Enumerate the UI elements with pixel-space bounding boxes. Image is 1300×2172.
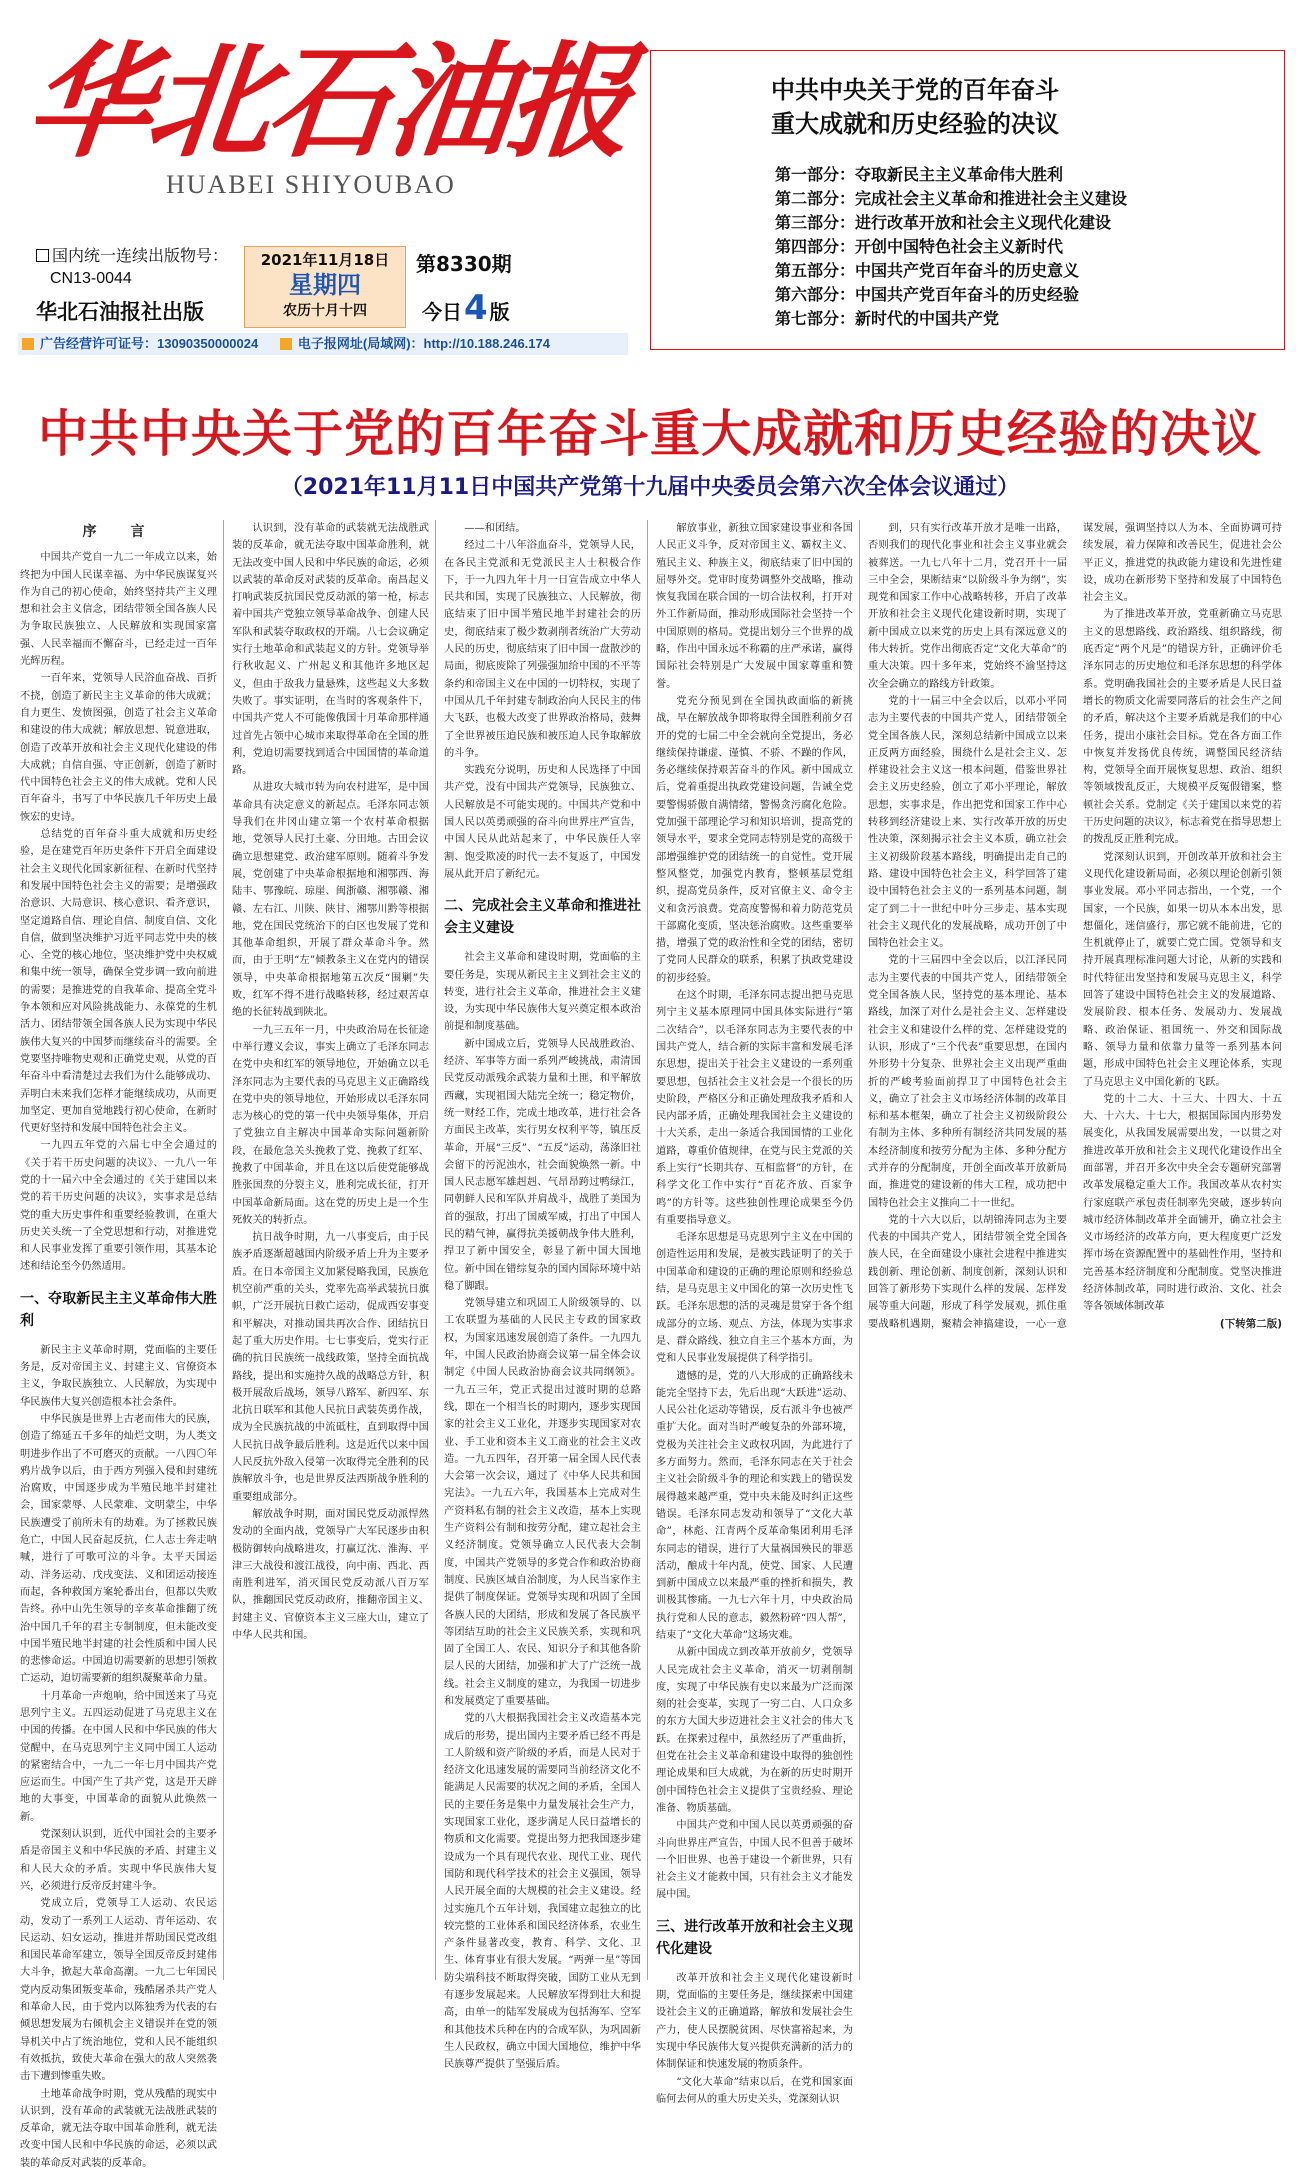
column-divider: [859, 520, 860, 1980]
paragraph: 党成立后，党领导工人运动、农民运动，发动了一系列工人运动、青年运动、农民运动、妇女运动，推进并帮助国民党改组和国民革命军建立，领导全国反帝反封建伟大斗争，掀起大革命高潮。一九二七年国民党内反动集团叛变革命，残酷屠杀共产党人和革命人民，由于党内以陈独秀为代表的右倾思想发展为右倾机会主义错误并在党的领导机关中占了统治地位，党和人民不能组织有效抵抗，致使大革命在强大的敌人突然袭击下遭到惨重失败。: [20, 1898, 217, 2083]
logo-chinese: 华北石油报: [20, 30, 636, 175]
pubno-label: 国内统一连续出版物号：: [52, 248, 229, 265]
pubno-value: CN13-0044: [50, 270, 132, 287]
contents-box: [650, 50, 1285, 350]
lunar-date: 农历十月十四: [283, 303, 367, 319]
preface-heading: 序 言: [82, 524, 155, 540]
contents-item[interactable]: 第四部分：开创中国特色社会主义新时代: [775, 237, 1064, 256]
epaper-url[interactable]: 电子报网址(局域网)：http://10.188.246.174: [297, 336, 550, 351]
column-3: [444, 520, 641, 2071]
contents-item[interactable]: 第五部分：中国共产党百年奋斗的历史意义: [775, 261, 1080, 280]
pages-prefix: 今日: [422, 300, 462, 324]
column-2: [232, 520, 429, 1980]
paragraph: 党深刻认识到，近代中国社会的主要矛盾是帝国主义和中华民族的矛盾、封建主义和人民大众的矛盾。实现中华民族伟大复兴，必须进行反帝反封建斗争。: [20, 1829, 217, 1892]
date-box: [244, 246, 406, 328]
contents-item[interactable]: 第六部分：中国共产党百年奋斗的历史经验: [775, 285, 1080, 304]
paragraph: 党的十二大、十三大、十四大、十五大、十六大、十七大，根据国际国内形势发展变化，从我国发展需要出发，一以贯之对推进改革开放和社会主义现代化建设作出全面部署，并召开多次中央全会专题研究部署改革发展稳定重大工作。我国改革从农村实行家庭联产承包责任制率先突破，逐步转向城市经济体制改革并全面铺开，确立社会主义市场经济的改革方向，更大程度更广泛发挥市场在资源配置中的基础性作用，坚持和完善基本经济制度和分配制度。党坚决推进经济体制改革，同时进行政治、文化、社会等各领域体制改革: [1083, 1093, 1282, 1313]
contents-title: [771, 73, 1059, 141]
paragraph: 遗憾的是，党的八大形成的正确路线未能完全坚持下去，先后出现“大跃进”运动、人民公社化运动等错误，反右派斗争也被严重扩大化。面对当时严峻复杂的外部环境，党极为关注社会主义政权巩固，为此进行了多方面努力。然而，毛泽东同志在关于社会主义社会阶级斗争的理论和实践上的错误发展得越来越严重，党中央未能及时纠正这些错误。毛泽东同志发动和领导了“文化大革命”，林彪、江青两个反革命集团利用毛泽东同志的错误，进行了大量祸国殃民的罪恶活动，酿成十年内乱，使党、国家、人民遭到新中国成立以来最严重的挫折和损失，教训极其惨痛。一九七六年十月，中央政治局执行党和人民的意志，毅然粉碎“四人帮”，结束了“文化大革命”这场灾难。: [656, 1370, 853, 1641]
weekday: 星期四: [289, 271, 361, 299]
paragraph: 党的十三届四中全会以后，以江泽民同志为主要代表的中国共产党人，团结带领全党全国各族人民，坚持党的基本理论、基本路线，加深了对什么是社会主义、怎样建设社会主义和建设什么样的党、怎样建设党的认识，形成了“三个代表”重要思想，在国内外形势十分复杂、世界社会主义出现严重曲折的严峻考验面前捍卫了中国特色社会主义，确立了社会主义市场经济体制的改革目标和基本框架，确立了社会主义初级阶段公有制为主体、多种所有制经济共同发展的基本经济制度和按劳分配为主体、多种分配方式并存的分配制度，开创全面改革开放新局面，推进党的建设新的伟大工程，成功把中国特色社会主义推向二十一世纪。: [868, 955, 1067, 1209]
column-4: [656, 520, 853, 2105]
newspaper-logo: [18, 28, 638, 198]
paragraph: 十月革命一声炮响，给中国送来了马克思列宁主义。五四运动促进了马克思主义在中国的传播。在中国人民和中华民族的伟大觉醒中，在马克思列宁主义同中国工人运动的紧密结合中，一九二一年七月中国共产党应运而生。中国产生了共产党，这是开天辟地的大事变，中国革命的面貌从此焕然一新。: [20, 1690, 217, 1823]
continued-note: (下转第二版): [1219, 1317, 1282, 1330]
issue-date: 2021年11月18日: [260, 251, 390, 269]
paragraph: 土地革命战争时期，党从残酷的现实中认识到，没有革命的武装就无法战胜武装的反革命，就无法夺取中国革命胜利，就无法改变中国人民和中华民族的命运，必须以武装的革命反对武装的反革命。: [20, 2088, 217, 2169]
paragraph: 实践充分说明，历史和人民选择了中国共产党，没有中国共产党领导，民族独立、人民解放是不可能实现的。中国共产党和中国人民以英勇顽强的奋斗向世界庄严宣告，中国人民从此站起来了，中华民族任人宰割、饱受欺凌的时代一去不复返了，中国发展从此开启了新纪元。: [444, 765, 641, 880]
paragraph: 党的十六大以后，以胡锦涛同志为主要代表的中国共产党人，团结带领全党全国各族人民，在全面建设小康社会进程中推进实践创新、理论创新、制度创新，深刻认识和回答了新形势下实现什么样的发展、怎样发展等重大问题，形成了科学发展观，抓住重要战略机遇期，聚精会神搞建设，一心一意谋发展，强调坚持以人为本、全面协调可持续发展，着力保障和改善民生，促进社会公平正义，推进党的执政能力建设和先进性建设，成功在新形势下坚持和发展了中国特色社会主义。: [868, 523, 1282, 1330]
paragraph: 总结党的百年奋斗重大成就和历史经验，是在建党百年历史条件下开启全面建设社会主义现代化国家新征程、在新时代坚持和发展中国特色社会主义的需要；是增强政治意识、大局意识、核心意识、看齐意识，坚定道路自信、理论自信、制度自信、文化自信，做到坚决维护习近平同志党中央的核心、全党的核心地位，坚决维护党中央权威和集中统一领导，确保全党步调一致向前进的需要；是推进党的自我革命、提高全党斗争本领和应对风险挑战能力、永葆党的生机活力、团结带领全国各族人民为实现中华民族伟大复兴的中国梦而继续奋斗的需要。全党要坚持唯物史观和正确党史观，从党的百年奋斗中看清楚过去我们为什么能够成功、弄明白未来我们怎样才能继续成功，从而更加坚定、更加自觉地践行初心使命，在新时代更好坚持和发展中国特色社会主义。: [20, 829, 217, 1135]
paragraph: 一九四五年党的六届七中全会通过的《关于若干历史问题的决议》、一九八一年党的十一届六中全会通过的《关于建国以来党的若干历史问题的决议》，实事求是总结党的重大历史事件和重要经验教训，在重大历史关头统一了全党思想和行动，对推进党和人民事业发挥了重要引领作用，其基本论述和结论至今仍然适用。: [20, 1140, 217, 1273]
contents-item[interactable]: 第一部分：夺取新民主主义革命伟大胜利: [775, 165, 1064, 184]
paragraph: 从新中国成立到改革开放前夕，党领导人民完成社会主义革命，消灭一切剥削制度，实现了中华民族有史以来最为广泛而深刻的社会变革，实现了一穷二白、人口众多的东方大国大步迈进社会主义社会的伟大飞跃。在探索过程中，虽然经历了严重曲折，但党在社会主义革命和建设中取得的独创性理论成果和巨大成就，为在新的历史时期开创中国特色社会主义提供了宝贵经验、理论准备、物质基础。: [656, 1647, 853, 1814]
section-heading-1: 一、夺取新民主主义革命伟大胜利: [20, 1290, 217, 1329]
issue-info: [22, 244, 642, 328]
contents-title-line1: 中共中央关于党的百年奋斗: [771, 76, 1059, 104]
paragraph: 改革开放和社会主义现代化建设新时期，党面临的主要任务是，继续探索中国建设社会主义的正确道路，解放和发展社会生产力，使人民摆脱贫困、尽快富裕起来，为实现中华民族伟大复兴提供充满新的活力的体制保证和快速发展的物质条件。: [656, 1972, 853, 2071]
article-body: [20, 520, 1282, 2169]
paragraph: 一百年来，党领导人民浴血奋战、百折不挠，创造了新民主主义革命的伟大成就；自力更生、发愤图强，创造了社会主义革命和建设的伟大成就；解放思想、锐意进取，创造了改革开放和社会主义现代化建设的伟大成就；自信自强、守正创新，创造了新时代中国特色社会主义的伟大成就。党和人民百年奋斗，书写了中华民族几千年历史上最恢宏的史诗。: [20, 673, 217, 823]
paragraph: 毛泽东思想是马克思列宁主义在中国的创造性运用和发展，是被实践证明了的关于中国革命和建设的正确的理论原则和经验总结，是马克思主义中国化的第一次历史性飞跃。毛泽东思想的活的灵魂是贯穿于各个组成部分的立场、观点、方法，体现为实事求是、群众路线、独立自主三个基本方面，为党和人民事业发展提供了科学指引。: [656, 1232, 853, 1365]
contents-title-line2: 重大成就和历史经验的决议: [771, 110, 1059, 138]
paragraph: 抗日战争时期，九一八事变后，由于民族矛盾逐渐超越国内阶级矛盾上升为主要矛盾。在日本帝国主义加紧侵略我国，民族危机空前严重的关头，党率先高举武装抗日旗帜，广泛开展抗日救亡运动，促成西安事变和平解决，对推动国共再次合作、团结抗日起了重大历史作用。七七事变后，党实行正确的抗日民族统一战线政策，坚持全面抗战路线，提出和实施持久战的战略总方针，积极开展敌后战场，领导八路军、新四军、东北抗日联军和其他人民抗日武装英勇作战，成为全民族抗战的中流砥柱，直到取得中国人民抗日战争最后胜利。这是近代以来中国人民反抗外敌入侵第一次取得完全胜利的民族解放斗争，也是世界反法西斯战争胜利的重要组成部分。: [232, 1232, 429, 1503]
logo-english: HUABEI SHIYOUBAO: [166, 170, 456, 199]
subheadline: （2021年11月11日中国共产党第十九届中央委员会第六次全体会议通过）: [280, 475, 1020, 500]
square-bullet-icon: [22, 338, 34, 350]
paragraph: 在这个时期，毛泽东同志提出把马克思列宁主义基本原理同中国具体实际进行“第二次结合”，以毛泽东同志为主要代表的中国共产党人，结合新的实际丰富和发展毛泽东思想，提出关于社会主义建设的一系列重要思想，包括社会主义社会是一个很长的历史阶段，严格区分和正确处理敌我矛盾和人民内部矛盾，正确处理我国社会主义建设的十大关系，走出一条适合我国国情的工业化道路，尊重价值规律，在党与民主党派的关系上实行“长期共存、互相监督”的方针，在科学文化工作中实行“百花齐放、百家争鸣”的方针等。这些独创性理论成果至今仍有重要指导意义。: [656, 990, 853, 1226]
contents-item[interactable]: 第七部分：新时代的中国共产党: [775, 309, 1000, 328]
column-divider: [435, 520, 436, 1980]
paragraph: 中国共产党和中国人民以英勇顽强的奋斗向世界庄严宣告，中国人民不但善于破坏一个旧世界、也善于建设一个新世界，只有社会主义才能救中国，只有社会主义才能发展中国。: [656, 1820, 853, 1901]
paragraph: 从进攻大城市转为向农村进军，是中国革命具有决定意义的新起点。毛泽东同志领导我们在井冈山建立第一个农村革命根据地，党领导人民打土豪、分田地。古田会议确立思想建党、政治建军原则。随着斗争发展，党创建了中央革命根据地和湘鄂西、海陆丰、鄂豫皖、琼崖、闽浙赣、湘鄂赣、湘赣、左右江、川陕、陕甘、湘鄂川黔等根据地，党在国民党统治下的白区也发展了党和其他革命组织，开展了群众革命斗争。然而，由于王明“左”倾教条主义在党内的错误领导，中央革命根据地第五次反“围剿”失败，红军不得不进行战略转移，经过艰苦卓绝的长征转战到陕北。: [232, 782, 429, 1019]
pages-number: 4: [464, 288, 488, 328]
contents-list: [775, 163, 1127, 331]
paragraph: 党的十一届三中全会以后，以邓小平同志为主要代表的中国共产党人，团结带领全党全国各族人民，深刻总结新中国成立以来正反两方面经验，围绕什么是社会主义、怎样建设社会主义这一根本问题，借鉴世界社会主义历史经验，创立了邓小平理论，解放思想，实事求是，作出把党和国家工作中心转移到经济建设上来、实行改革开放的历史性决策，深刻揭示社会主义本质，确立社会主义初级阶段基本路线，明确提出走自己的路、建设中国特色社会主义，科学回答了建设中国特色社会主义的一系列基本问题，制定了到二十一世纪中叶分三步走、基本实现社会主义现代化的发展战略，成功开创了中国特色社会主义。: [868, 695, 1067, 950]
paragraph: 新民主主义革命时期，党面临的主要任务是，反对帝国主义、封建主义、官僚资本主义，争取民族独立、人民解放，为实现中华民族伟大复兴创造根本社会条件。: [20, 1344, 217, 1408]
paragraph: 党的八大根据我国社会主义改造基本完成后的形势，提出国内主要矛盾已经不再是工人阶级和资产阶级的矛盾，而是人民对于经济文化迅速发展的需要同当前经济文化不能满足人民需要的状况之间的矛盾，全国人民的主要任务是集中力量发展社会生产力，实现国家工业化，逐步满足人民日益增长的物质和文化需要。党提出努力把我国逐步建设成为一个具有现代农业、现代工业、现代国防和现代科学技术的社会主义强国，领导人民开展全面的大规模的社会主义建设。经过实施几个五年计划，我国建立起独立的比较完整的工业体系和国民经济体系，农业生产条件显著改变，教育、科学、文化、卫生、体育事业有很大发展。“两弹一星”等国防尖端科技不断取得突破，国防工业从无到有逐步发展起来。人民解放军得到壮大和提高，由单一的陆军发展成为包括海军、空军和其他技术兵种在内的合成军队，为巩固新生人民政权，确立中国大国地位，维护中华民族尊严提供了坚强后盾。: [444, 1713, 641, 2071]
column-5: [868, 520, 1282, 1980]
paragraph: 党充分预见到在全国执政面临的新挑战，早在解放战争即将取得全国胜利前夕召开的党的七届二中全会就向全党提出，务必继续保持谦虚、谨慎、不骄、不躁的作风，务必继续保持艰苦奋斗的作风。新中国成立后，党着重提出执政党建设问题，告诫全党要警惕骄傲自满情绪，警惕贪污腐化危险。党加强干部理论学习和知识培训，提高党的领导水平，要求全党同志特别是党的高级干部增强维护党的团结统一的自觉性。党开展整风整党，加强党内教育，整顿基层党组织，提高党员条件，反对官僚主义、命令主义和贪污浪费。党高度警惕和着力防范党员干部腐化变质，坚决惩治腐败。这些重要举措，增强了党的政治性和全党的团结，密切了党同人民群众的联系，积累了执政党建设的初步经验。: [656, 695, 853, 984]
publication-number: [36, 246, 228, 290]
contents-item[interactable]: 第二部分：完成社会主义革命和推进社会主义建设: [775, 189, 1128, 208]
column-1: [20, 520, 217, 2169]
column-divider: [647, 520, 648, 1980]
column-divider: [223, 520, 224, 1980]
paragraph: ——和团结。: [464, 523, 526, 534]
pages-suffix: 版: [489, 300, 510, 324]
contents-item[interactable]: 第三部分：进行改革开放和社会主义现代化建设: [775, 213, 1112, 232]
paragraph: 解放战争时期，面对国民党反动派悍然发动的全面内战，党领导广大军民逐步由积极防御转向战略进攻，打赢辽沈、淮海、平津三大战役和渡江战役，向中南、西北、西南胜利进军，消灭国民党反动派八百万军队，推翻国民党反动政府，推翻帝国主义、封建主义、官僚资本主义三座大山，建立了中华人民共和国。: [232, 1508, 429, 1641]
paragraph: 一九三五年一月，中央政治局在长征途中举行遵义会议，事实上确立了毛泽东同志在党中央和红军的领导地位，开始确立以毛泽东同志为主要代表的马克思主义正确路线在党中央的领导地位，开始形成以毛泽东同志为核心的党的第一代中央领导集体，开启了党独立自主解决中国革命实际问题新阶段，在最危急关头挽救了党、挽救了红军、挽救了中国革命，并且在这以后使党能够战胜张国焘的分裂主义，胜利完成长征，打开中国革命新局面。这在党的历史上是一个生死攸关的转折点。: [232, 1024, 429, 1226]
headline: 中共中央关于党的百年奋斗重大成就和历史经验的决议: [38, 405, 1262, 463]
section-heading-2: 二、完成社会主义革命和推进社会主义建设: [444, 898, 641, 937]
paragraph: 新中国成立后，党领导人民战胜政治、经济、军事等方面一系列严峻挑战，肃清国民党反动派残余武装力量和土匪，和平解放西藏，实现祖国大陆完全统一；稳定物价，统一财经工作，完成土地改革，进行社会各方面民主改革，实行男女权利平等，镇压反革命，开展“三反”、“五反”运动，荡涤旧社会留下的污泥浊水，社会面貌焕然一新。中国人民志愿军雄赳赳、气昂昂跨过鸭绿江，同朝鲜人民和军队并肩战斗，战胜了美国为首的强敌，打出了国威军威，打出了中国人民的精气神，赢得抗美援朝战争伟大胜利，捍卫了新中国安全，彰显了新中国大国地位。新中国在错综复杂的国内国际环境中站稳了脚跟。: [444, 1038, 641, 1292]
license-bar: [18, 333, 628, 355]
paragraph: 党领导建立和巩固工人阶级领导的、以工农联盟为基础的人民民主专政的国家政权，为国家迅速发展创造了条件。一九四九年，中国人民政治协商会议第一届全体会议制定《中国人民政治协商会议共同纲领》。一九五三年，党正式提出过渡时期的总路线，即在一个相当长的时期内，逐步实现国家的社会主义工业化，并逐步实现国家对农业、手工业和资本主义工商业的社会主义改造。一九五四年，召开第一届全国人民代表大会第一次会议，通过了《中华人民共和国宪法》。一九五六年，我国基本上完成对生产资料私有制的社会主义改造，基本上实现生产资料公有制和按劳分配，建立起社会主义经济制度。党领导确立人民代表大会制度，中国共产党领导的多党合作和政治协商制度、民族区域自治制度，为人民当家作主提供了制度保证。党领导实现和巩固了全国各族人民的大团结，形成和发展了各民族平等团结互助的社会主义民族关系，实现和巩固了全国工人、农民、知识分子和其他各阶层人民的大团结，加强和扩大了广泛统一战线。社会主义制度的建立，为我国一切进步和发展奠定了重要基础。: [444, 1298, 641, 1707]
paragraph: 社会主义革命和建设时期，党面临的主要任务是，实现从新民主主义到社会主义的转变，进行社会主义革命，推进社会主义建设，为实现中华民族伟大复兴奠定根本政治前提和制度基础。: [444, 952, 641, 1033]
square-bullet-icon: [36, 249, 49, 262]
ad-license: 广告经营许可证号：13090350000024: [40, 336, 259, 351]
section-heading-3: 三、进行改革开放和社会主义现代化建设: [656, 1918, 853, 1957]
paragraph: “文化大革命”结束以后，在党和国家面临何去何从的重大历史关头，党深刻认识: [656, 2076, 853, 2105]
publisher: 华北石油报社出版: [36, 300, 204, 324]
paragraph: 经过二十八年浴血奋斗，党领导人民，在各民主党派和无党派民主人士积极合作下，于一九四九年十月一日宣告成立中华人民共和国，实现了民族独立、人民解放，彻底结束了旧中国半殖民地半封建社会的历史，彻底结束了极少数剥削者统治广大劳动人民的历史，彻底结束了旧中国一盘散沙的局面，彻底废除了列强强加给中国的不平等条约和帝国主义在中国的一切特权，实现了中国从几千年封建专制政治向人民民主的伟大飞跃，也极大改变了世界政治格局，鼓舞了全世界被压迫民族和被压迫人民争取解放的斗争。: [444, 540, 641, 759]
square-bullet-icon: [280, 338, 292, 350]
issue-serial: 第8330期: [416, 252, 512, 276]
paragraph: 到，只有实行改革开放才是唯一出路，否则我们的现代化事业和社会主义事业就会被葬送。一九七八年十二月，党召开十一届三中全会，果断结束“以阶级斗争为纲”，实现党和国家工作中心战略转移，开启了改革开放和社会主义现代化建设新时期，实现了新中国成立以来党的历史上具有深远意义的伟大转折。党作出彻底否定“文化大革命”的重大决策。四十多年来，党始终不渝坚持这次全会确立的路线方针政策。: [868, 523, 1067, 690]
page-count: [422, 288, 510, 328]
paragraph: 为了推进改革开放，党重新确立马克思主义的思想路线、政治路线、组织路线，彻底否定“两个凡是”的错误方针，正确评价毛泽东同志的历史地位和毛泽东思想的科学体系。党明确我国社会的主要矛盾是人民日益增长的物质文化需要同落后的社会生产之间的矛盾，解决这个主要矛盾就是我们的中心任务，提出小康社会目标。党在各方面工作中恢复并发扬优良传统，调整国民经济结构，党领导全面开展恢复思想、政治、组织等领域拨乱反正，大规模平反冤假错案，整顿社会关系。党制定《关于建国以来党的若干历史问题的决议》，标志着党在指导思想上的拨乱反正胜利完成。: [1083, 609, 1282, 846]
masthead: [0, 0, 1300, 395]
paragraph: 解放事业，新独立国家建设事业和各国人民正义斗争，反对帝国主义、霸权主义、殖民主义、种族主义，彻底结束了旧中国的屈辱外交。党审时度势调整外交战略，推动恢复我国在联合国的一切合法权利，打开对外工作新局面，推动形成国际社会坚持一个中国原则的格局。党提出划分三个世界的战略，作出中国永远不称霸的庄严承诺，赢得国际社会特别是广大发展中国家尊重和赞誉。: [656, 523, 853, 690]
paragraph: 中国共产党自一九二一年成立以来，始终把为中国人民谋幸福、为中华民族谋复兴作为自己的初心使命，始终坚持共产主义理想和社会主义信念，团结带领全国各族人民为争取民族独立、人民解放和实现国家富强、人民幸福而不懈奋斗，已经走过一百年光辉历程。: [20, 552, 217, 668]
paragraph: 党深刻认识到，开创改革开放和社会主义现代化建设新局面，必须以理论创新引领事业发展。邓小平同志指出，一个党，一个国家，一个民族，如果一切从本本出发，思想僵化，迷信盛行，那它就不能前进，它的生机就停止了，就要亡党亡国。党领导和支持开展真理标准问题大讨论，从新的实践和时代特征出发坚持和发展马克思主义，科学回答了建设中国特色社会主义的发展道路、发展阶段、根本任务、发展动力、发展战略、政治保证、祖国统一、外交和国际战略、领导力量和依靠力量等一系列基本问题，形成中国特色社会主义理论体系，实现了马克思主义中国化新的飞跃。: [1083, 851, 1282, 1088]
paragraph: 认识到，没有革命的武装就无法战胜武装的反革命，就无法夺取中国革命胜利，就无法改变中国人民和中华民族的命运，必须以武装的革命反对武装的反革命。南昌起义打响武装反抗国民党反动派的第一枪，标志着中国共产党独立领导革命战争、创建人民军队和武装夺取政权的开端。八七会议确定实行土地革命和武装起义的方针。党领导举行秋收起义、广州起义和其他许多地区起义，但由于敌我力量悬殊，这些起义大多数失败了。事实证明，在当时的客观条件下，中国共产党人不可能像俄国十月革命那样通过首先占领中心城市来取得革命在全国的胜利，党迫切需要找到适合中国国情的革命道路。: [232, 523, 429, 777]
paragraph: 中华民族是世界上古老而伟大的民族，创造了绵延五千多年的灿烂文明，为人类文明进步作出了不可磨灭的贡献。一八四〇年鸦片战争以后，由于西方列强入侵和封建统治腐败，中国逐步成为半殖民地半封建社会，国家蒙辱、人民蒙难、文明蒙尘，中华民族遭受了前所未有的劫难。为了拯救民族危亡，中国人民奋起反抗，仁人志士奔走呐喊，进行了可歌可泣的斗争。太平天国运动、洋务运动、戊戌变法、义和团运动接连而起，各种救国方案轮番出台，但都以失败告终。孙中山先生领导的辛亥革命推翻了统治中国几千年的君主专制制度，但未能改变中国半殖民地半封建的社会性质和中国人民的悲惨命运。中国迫切需要新的思想引领救亡运动，迫切需要新的组织凝聚革命力量。: [20, 1413, 217, 1685]
